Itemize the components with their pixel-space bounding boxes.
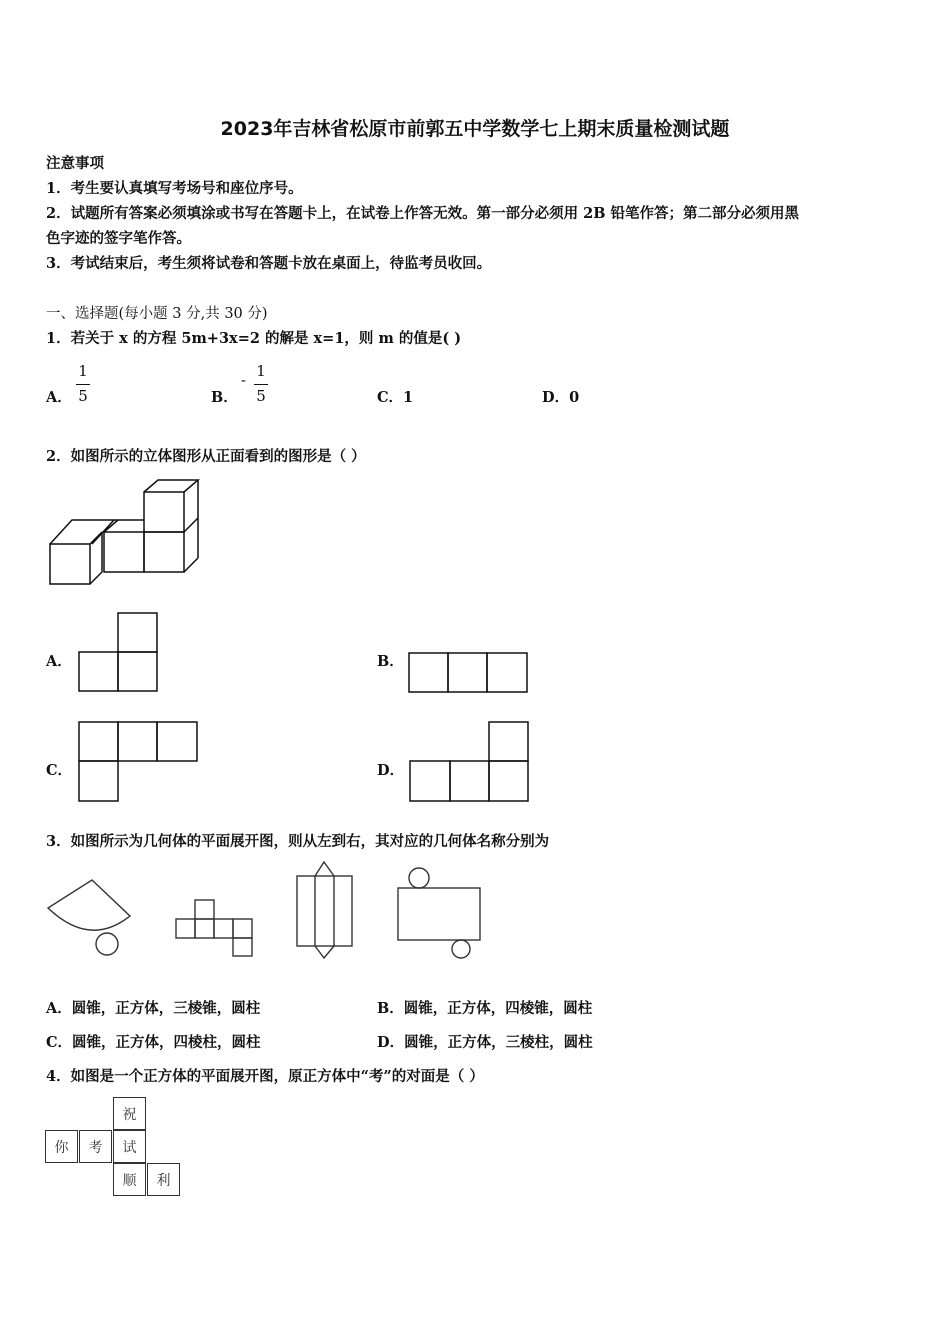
notice-item-1: 1．考生要认真填写考场号和座位序号。 bbox=[46, 180, 303, 197]
notice-heading: 注意事项 bbox=[46, 155, 104, 172]
q4-stem: 4．如图是一个正方体的平面展开图，原正方体中“考”的对面是（ ） bbox=[46, 1068, 484, 1085]
net-cell-shi: 试 bbox=[113, 1130, 146, 1163]
page-title: 2023年吉林省松原市前郭五中学数学七上期末质量检测试题 bbox=[220, 118, 730, 140]
q3-option-c: C．圆锥，正方体，四棱柱，圆柱 bbox=[46, 1034, 261, 1051]
q1-b-denominator: 5 bbox=[256, 387, 266, 405]
q1-option-d: D．0 bbox=[542, 389, 580, 406]
net-cell-zhu: 祝 bbox=[113, 1097, 146, 1130]
q3-option-b: B．圆锥，正方体，四棱锥，圆柱 bbox=[377, 1000, 593, 1017]
net-cell-shun: 顺 bbox=[113, 1163, 146, 1196]
q2-stem: 2．如图所示的立体图形从正面看到的图形是（ ） bbox=[46, 448, 366, 465]
q1-a-numerator: 1 bbox=[78, 362, 88, 380]
notice-item-2: 2．试题所有答案必须填涂或书写在答题卡上，在试卷上作答无效。第一部分必须用 2B 铅笔作答；第二部分必须用黑 bbox=[46, 205, 800, 222]
q1-option-b-label: B． bbox=[211, 389, 238, 406]
net-cell-li: 利 bbox=[147, 1163, 180, 1196]
q1-b-numerator: 1 bbox=[256, 362, 266, 380]
q1-option-c: C．1 bbox=[377, 389, 414, 406]
q1-option-a-label: A． bbox=[46, 389, 72, 406]
net-cell-ni: 你 bbox=[45, 1130, 78, 1163]
q1-stem: 1．若关于 x 的方程 5m+3x=2 的解是 x=1，则 m 的值是( ) bbox=[46, 330, 462, 347]
notice-item-3: 3．考试结束后，考生须将试卷和答题卡放在桌面上，待监考员收回。 bbox=[46, 255, 492, 272]
q2-option-b-label: B． bbox=[377, 653, 404, 670]
q1-a-denominator: 5 bbox=[78, 387, 88, 405]
q2-option-a-label: A． bbox=[46, 653, 72, 670]
section-heading: 一、选择题(每小题 3 分,共 30 分) bbox=[46, 306, 268, 322]
net-cell-kao: 考 bbox=[79, 1130, 112, 1163]
q3-option-d: D．圆锥，正方体，三棱柱，圆柱 bbox=[377, 1034, 593, 1051]
q2-option-d-label: D． bbox=[377, 762, 405, 779]
q3-option-a: A．圆锥，正方体，三棱锥，圆柱 bbox=[46, 1000, 261, 1017]
q3-stem: 3．如图所示为几何体的平面展开图，则从左到右，其对应的几何体名称分别为 bbox=[46, 833, 550, 850]
q1-b-sign: - bbox=[241, 373, 246, 389]
q2-option-c-label: C． bbox=[46, 762, 73, 779]
notice-item-2-cont: 色字迹的签字笔作答。 bbox=[46, 230, 191, 247]
